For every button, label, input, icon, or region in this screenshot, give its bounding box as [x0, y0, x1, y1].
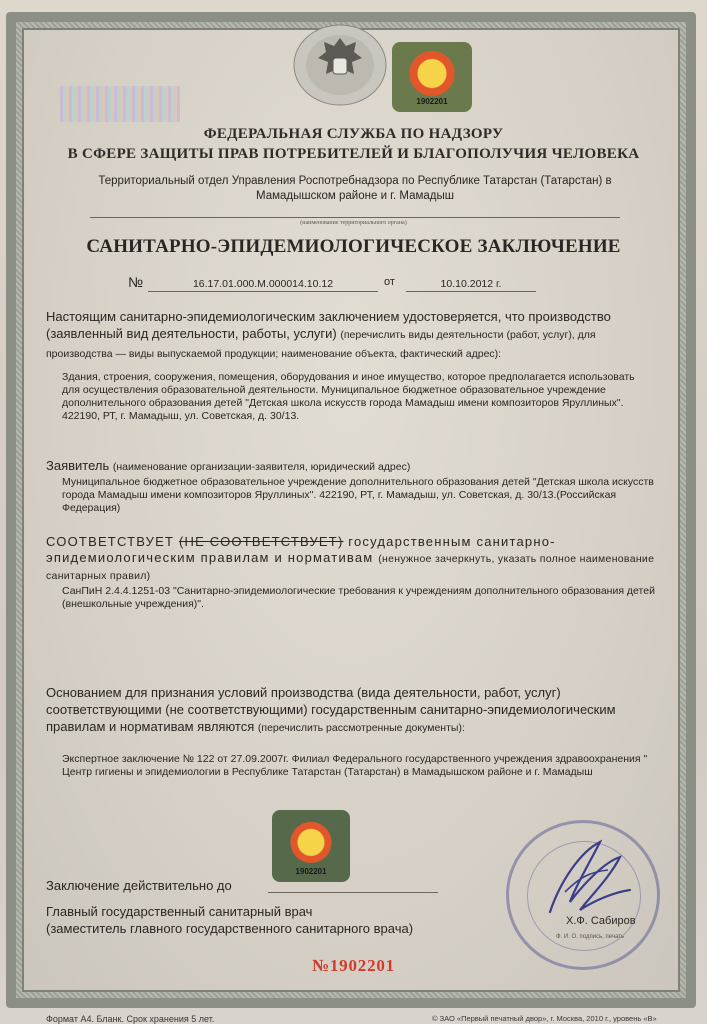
seal-top-number: 1902201 [416, 97, 448, 106]
from-label: от [384, 276, 395, 288]
valid-until-label: Заключение действительно до [46, 878, 232, 893]
signer-name: Х.Ф. Сабиров [566, 915, 636, 927]
territorial-office: Территориальный отдел Управления Роспотребнадзора по Республике Татарстан (Татарстан) в Мамадышском районе и г. Мамадыш [98, 175, 612, 202]
conformity-statement [46, 534, 656, 584]
seal-bottom-number: 1902201 [295, 867, 327, 876]
holographic-seal-bottom [272, 810, 350, 882]
conform-rest: государственным санитарно-эпидемиологическим правилам и нормативам [46, 534, 556, 565]
conform-hint: (ненужное зачеркнуть, указать полное наименование санитарных правил) [46, 553, 655, 582]
organ-caption: (наименование территориального органа) [300, 220, 407, 226]
deputy-caption: (заместитель главного государственного санитарного врача) [46, 921, 414, 936]
applicant-hint: (наименование организации-заявителя, юридический адрес) [112, 461, 411, 473]
printer-footer: © ЗАО «Первый печатный двор», г. Москва, 2010 г., уровень «В» [432, 1014, 657, 1023]
intro-hint: (перечислить виды деятельности (работ, услуг), для производства — виды выпускаемой продукции; наименование объекта, фактический адрес): [46, 329, 596, 360]
chief-doctor-title: Главный государственный санитарный врач [46, 904, 313, 919]
number-label: № [128, 274, 144, 290]
document-number: 16.17.01.000.М.000014.10.12 [148, 278, 378, 292]
coat-of-arms-icon [292, 22, 388, 108]
serial-number: №1902201 [312, 956, 395, 975]
intro-main: Настоящим санитарно-эпидемиологическим заключением удостоверяется, что производство (заявленный вид деятельности, работы, услуги) [46, 309, 611, 341]
expert-conclusion: Экспертное заключение № 122 от 27.09.2007г. Филиал Федерального государственного учреждения здравоохранения " Центр гигиены и эпидемиологии в Республике Татарстан (Татарстан) в Мамадышском районе и г. Мамадыш [62, 753, 648, 778]
form-footer: Формат А4. Бланк. Срок хранения 5 лет. [46, 1014, 215, 1024]
not-conform-struck: (НЕ СООТВЕТСТВУЕТ) [178, 534, 344, 549]
applicant-label: Заявитель [46, 458, 110, 473]
handwritten-signature-icon [530, 832, 640, 922]
valid-until-line [268, 892, 438, 893]
object-description: Здания, строения, сооружения, помещения, оборудования и иное имущество, которое предполагается использовать для осуществления образовательной деятельности. Муниципальное бюджетное образовательное учреждение дополнительного образования детей "Детская школа искусств города Мамадыш имени композиторов Яруллиных". 422190, РТ, г. Мамадыш, ул. Советская, д. 30/13. [62, 371, 635, 422]
basis-main: Основанием для признания условий производства (вида деятельности, работ, услуг) соответствующими (не соответствующими) государственным санитарно-эпидемиологическим правилам и нормативам являются [46, 685, 616, 734]
basis-hint: (перечислить рассмотренные документы): [257, 722, 465, 734]
fio-caption: Ф. И. О. подпись, печать [556, 934, 625, 940]
agency-name-line2: В СФЕРЕ ЗАЩИТЫ ПРАВ ПОТРЕБИТЕЛЕЙ И БЛАГОПОЛУЧИЯ ЧЕЛОВЕКА [67, 146, 640, 162]
document-date: 10.10.2012 г. [406, 278, 536, 292]
applicant-details: Муниципальное бюджетное образовательное учреждение дополнительного образования детей "Детская школа искусств города Мамадыш имени композиторов Яруллиных". 422190, РТ, г. Мамадыш, ул. Советская, д. 30/13.(Российская Федерация) [62, 476, 654, 514]
conform-word: СООТВЕТСТВУЕТ [46, 534, 175, 549]
holographic-seal-top [392, 42, 472, 112]
hologram-strip [60, 86, 180, 122]
divider [90, 217, 620, 218]
document-title: САНИТАРНО-ЭПИДЕМИОЛОГИЧЕСКОЕ ЗАКЛЮЧЕНИЕ [86, 236, 621, 257]
intro-paragraph [46, 308, 646, 363]
applicant-heading [46, 458, 410, 473]
sanpin-reference: СанПиН 2.4.4.1251-03 "Санитарно-эпидемиологические требования к учреждениям дополнительного образования детей (внешкольные учреждения)". [62, 585, 655, 610]
agency-name-line1: ФЕДЕРАЛЬНАЯ СЛУЖБА ПО НАДЗОРУ [203, 126, 504, 142]
basis-paragraph [46, 684, 656, 737]
